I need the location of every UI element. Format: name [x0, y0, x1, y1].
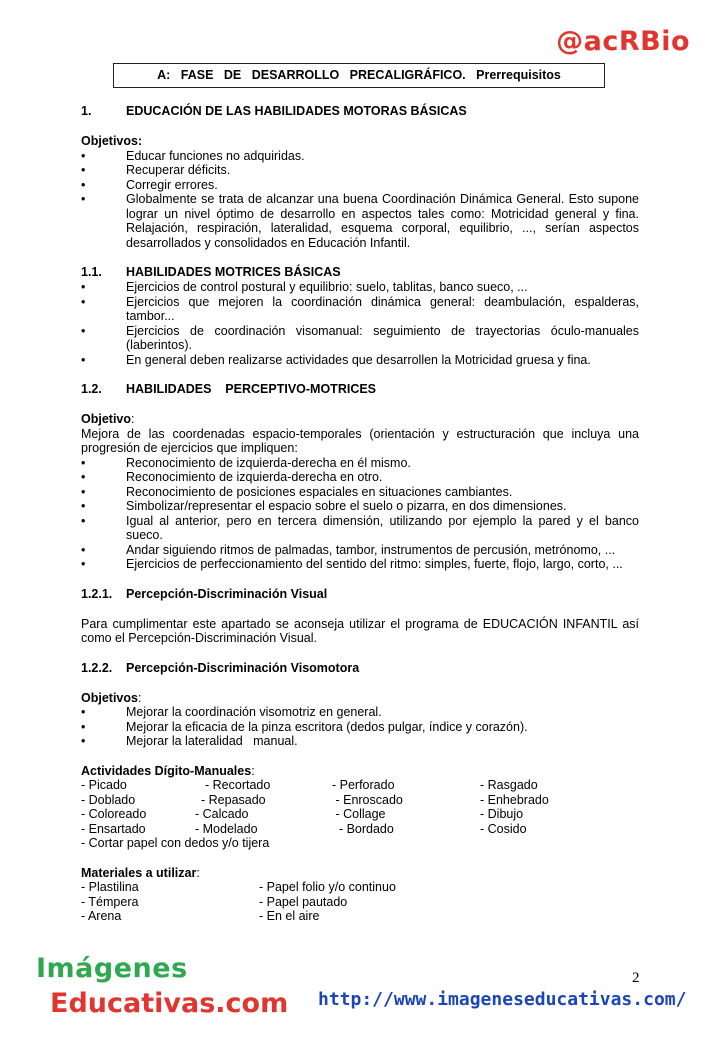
footer-url-link[interactable]: http://www.imageneseducativas.com/	[318, 989, 687, 1010]
list-item: • En general deben realizarse actividades que desarrollen la Motricidad gruesa y fina.	[81, 352, 591, 367]
bullet-icon: •	[81, 470, 86, 484]
bullet-icon: •	[81, 352, 86, 367]
table-cell: - Plastilina	[81, 880, 139, 894]
list-item: • Reconocimiento de izquierda-derecha en otro.	[81, 470, 383, 484]
objetivo-line: Objetivo:	[81, 412, 135, 426]
bullet-icon: •	[81, 177, 86, 192]
bullet-icon: •	[81, 513, 86, 528]
list-item: • Mejorar la eficacia de la pinza escritora (dedos pulgar, índice y corazón).	[81, 719, 528, 734]
table-cell: - Cosido	[480, 821, 527, 836]
list-item: • Corregir errores.	[81, 177, 218, 192]
bullet-icon: •	[81, 280, 86, 294]
table-cell: - Picado	[81, 778, 127, 792]
section-1-2-heading	[81, 382, 639, 397]
bullet-icon: •	[81, 542, 86, 557]
table-cell: - Papel pautado	[259, 894, 348, 909]
section-number: 1.2.1.	[81, 586, 113, 601]
section-1-1-heading	[81, 265, 639, 280]
bullet-icon: •	[81, 719, 86, 734]
materiales-heading: Materiales a utilizar:	[81, 865, 200, 880]
section-1-2-list	[81, 456, 639, 572]
bullet-icon: •	[81, 557, 86, 571]
section-title: HABILIDADES PERCEPTIVO-MOTRICES	[126, 382, 377, 396]
brand-logo-line-2: Educativas.com	[50, 988, 289, 1019]
section-1-2-intro: Mejora de las coordenadas espacio-temporales (orientación y estructuración que incluya una progresión de ejercicios que impliquen:	[81, 426, 639, 455]
bullet-icon: •	[81, 192, 86, 206]
list-item: • Ejercicios de perfeccionamiento del sentido del ritmo: simples, fuerte, flojo, largo, corto, ...	[81, 557, 623, 571]
list-item: • Ejercicios que mejoren la coordinación dinámica general: deambulación, espalderas, tambor...	[81, 294, 639, 323]
table-cell: - Coloreado	[81, 807, 147, 821]
section-1-2-1-heading	[81, 587, 639, 602]
list-item: • Simbolizar/representar el espacio sobre el suelo o pizarra, en dos dimensiones.	[81, 499, 567, 513]
document-body	[81, 104, 639, 924]
list-item: • Mejorar la lateralidad manual.	[81, 734, 298, 748]
table-cell: - Rasgado	[480, 778, 538, 792]
bullet-icon: •	[81, 148, 86, 163]
table-cell: - Doblado	[81, 792, 136, 807]
table-cell: - Repasado	[201, 792, 266, 807]
table-cell: - En el aire	[259, 909, 320, 923]
section-1-list	[81, 149, 639, 251]
actividades-label: Actividades Dígito-Manuales	[81, 763, 252, 778]
list-item: • Andar siguiendo ritmos de palmadas, tambor, instrumentos de percusión, metrónomo, ...	[81, 542, 616, 557]
list-item: • Educar funciones no adquiridas.	[81, 148, 305, 163]
list-item: • Igual al anterior, pero en tercera dimensión, utilizando por ejemplo la pared y el banco sueco.	[81, 513, 639, 542]
list-item: • Ejercicios de coordinación visomanual: seguimiento de trayectorias óculo-manuales (laberintos).	[81, 323, 639, 352]
section-title: EDUCACIÓN DE LAS HABILIDADES MOTORAS BÁSICAS	[126, 104, 467, 118]
materiales-label: Materiales a utilizar	[81, 865, 197, 880]
bullet-icon: •	[81, 163, 86, 177]
page-number: 2	[632, 970, 640, 986]
bullet-icon: •	[81, 499, 86, 513]
section-number: 1.2.2.	[81, 660, 113, 675]
table-cell: - Perforado	[332, 778, 395, 792]
table-cell: - Dibujo	[480, 807, 524, 821]
section-1-2-2-list	[81, 705, 639, 749]
list-item: • Recuperar déficits.	[81, 163, 231, 177]
table-cell: - Enroscado	[332, 792, 403, 807]
materiales-table	[81, 880, 639, 924]
section-title: Percepción-Discriminación Visual	[126, 586, 328, 601]
section-1-1-list	[81, 280, 639, 367]
objetivos-line: Objetivos:	[81, 690, 142, 705]
section-title: Percepción-Discriminación Visomotora	[126, 660, 360, 675]
section-number: 1.2.	[81, 382, 102, 396]
section-1-2-2-heading	[81, 661, 639, 676]
table-cell: - Arena	[81, 909, 122, 923]
table-cell: - Recortado	[205, 778, 271, 792]
bullet-icon: •	[81, 734, 86, 748]
bullet-icon: •	[81, 705, 86, 719]
table-cell: - Modelado	[195, 821, 258, 836]
table-cell: - Enhebrado	[480, 792, 549, 807]
table-cell: - Papel folio y/o continuo	[259, 880, 396, 894]
objetivo-label: Objetivo	[81, 412, 132, 426]
table-cell: - Ensartado	[81, 821, 146, 836]
objetivos-label: Objetivos:	[81, 134, 143, 148]
section-number: 1.	[81, 104, 92, 118]
list-item: • Ejercicios de control postural y equilibrio: suelo, tablitas, banco sueco, ...	[81, 280, 528, 294]
bullet-icon: •	[81, 455, 86, 470]
section-title: HABILIDADES MOTRICES BÁSICAS	[126, 265, 341, 279]
actividades-table	[81, 778, 639, 836]
list-item: • Mejorar la coordinación visomotriz en general.	[81, 705, 382, 719]
bullet-icon: •	[81, 294, 86, 309]
phase-title-box: A: FASE DE DESARROLLO PRECALIGRÁFICO. Prerrequisitos	[113, 63, 605, 88]
brand-logo-line-1: Imágenes	[36, 953, 188, 984]
acrbio-logo: @acRBio	[556, 26, 690, 57]
actividades-extra: - Cortar papel con dedos y/o tijera	[81, 836, 270, 850]
list-item: • Globalmente se trata de alcanzar una buena Coordinación Dinámica General. Esto supone lograr un nivel óptimo de desarrollo en aspectos tales como: Motricidad general y fina. Relajación, respiración, lateralidad, esquema corporal, equilibrio, ..., serían aspectos desarrollados y consolidados en Educación Infantil.	[81, 192, 639, 250]
actividades-heading: Actividades Dígito-Manuales:	[81, 763, 255, 778]
section-1-heading	[81, 104, 639, 119]
section-1-2-1-text: Para cumplimentar este apartado se aconseja utilizar el programa de EDUCACIÓN INFANTIL así como el Percepción-Discriminación Visual.	[81, 616, 639, 645]
section-number: 1.1.	[81, 265, 102, 279]
bullet-icon: •	[81, 323, 86, 338]
list-item: • Reconocimiento de posiciones espaciales en situaciones cambiantes.	[81, 484, 513, 499]
list-item: • Reconocimiento de izquierda-derecha en él mismo.	[81, 455, 411, 470]
table-cell: - Collage	[332, 807, 386, 821]
table-cell: - Calcado	[195, 807, 249, 821]
objetivos-label: Objetivos	[81, 690, 138, 705]
bullet-icon: •	[81, 484, 86, 499]
table-cell: - Bordado	[332, 821, 394, 836]
table-cell: - Témpera	[81, 894, 139, 909]
